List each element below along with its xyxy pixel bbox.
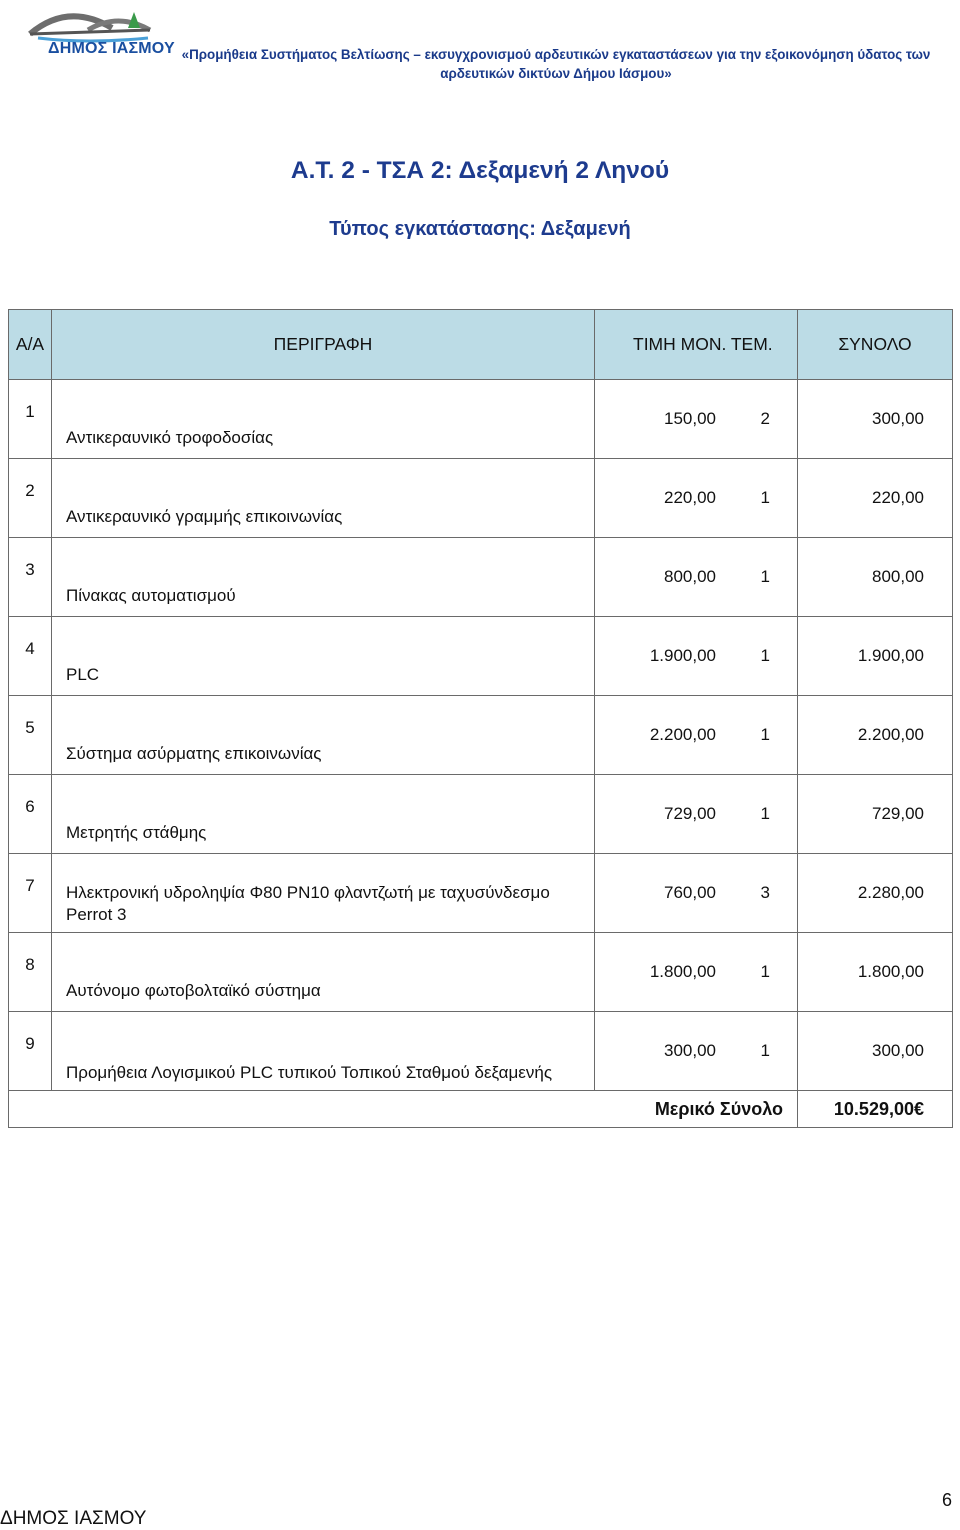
- row-price-qty: [595, 933, 798, 1012]
- row-number: 2: [9, 459, 52, 538]
- row-total: 220,00: [798, 459, 953, 538]
- row-number: 8: [9, 933, 52, 1012]
- row-price-qty: [595, 459, 798, 538]
- row-unit-price: 729,00: [664, 804, 716, 823]
- table-row: [9, 1012, 953, 1091]
- subtotal-row: [9, 1091, 953, 1128]
- row-description: Ηλεκτρονική υδροληψία Φ80 PN10 φλαντζωτή με ταχυσύνδεσμο Perrot 3: [52, 854, 595, 933]
- row-price-qty: [595, 696, 798, 775]
- row-number: 9: [9, 1012, 52, 1091]
- row-quantity: 1: [760, 646, 770, 665]
- subtotal-label: Μερικό Σύνολο: [9, 1091, 798, 1128]
- row-total: 2.200,00: [798, 696, 953, 775]
- row-quantity: 1: [760, 1041, 770, 1060]
- row-total: 729,00: [798, 775, 953, 854]
- row-price-qty: [595, 380, 798, 459]
- row-quantity: 1: [760, 804, 770, 823]
- subtotal-value: 10.529,00: [833, 1098, 914, 1119]
- row-number: 4: [9, 617, 52, 696]
- row-description: Αντικεραυνικό τροφοδοσίας: [52, 380, 595, 459]
- cost-table: [8, 309, 953, 1128]
- row-unit-price: 1.900,00: [649, 646, 716, 665]
- page-subtitle: Τύπος εγκατάστασης: Δεξαμενή: [329, 218, 631, 240]
- row-total: 300,00: [798, 380, 953, 459]
- table-row: [9, 459, 953, 538]
- project-title: «Προμήθεια Συστήματος Βελτίωσης – εκσυγχρονισμού αρδευτικών εγκαταστάσεων για την εξοικονόμηση ύδατος των αρδευτικών δικτύων Δήμου Ιάσμου»: [181, 47, 931, 81]
- row-description: Προμήθεια Λογισμικού PLC τυπικού Τοπικού Σταθμού δεξαμενής: [52, 1012, 595, 1091]
- row-quantity: 1: [760, 962, 770, 981]
- row-unit-price: 1.800,00: [649, 962, 716, 981]
- logo-text: ΔΗΜΟΣ ΙΑΣΜΟΥ: [48, 40, 175, 57]
- header-num: Α/Α: [9, 310, 52, 380]
- table-row: [9, 380, 953, 459]
- row-description: Σύστημα ασύρματης επικοινωνίας: [52, 696, 595, 775]
- header-total: ΣΥΝΟΛΟ: [798, 310, 953, 380]
- row-price-qty: [595, 538, 798, 617]
- row-price-qty: [595, 775, 798, 854]
- row-number: 5: [9, 696, 52, 775]
- page-number: 6: [941, 1490, 952, 1510]
- row-number: 7: [9, 854, 52, 933]
- table-row: [9, 538, 953, 617]
- municipality-logo: [20, 0, 175, 62]
- row-quantity: 1: [760, 725, 770, 744]
- row-number: 3: [9, 538, 52, 617]
- table-row: [9, 696, 953, 775]
- row-price-qty: [595, 854, 798, 933]
- row-total: 1.800,00: [798, 933, 953, 1012]
- header-desc: ΠΕΡΙΓΡΑΦΗ: [52, 310, 595, 380]
- table-row: [9, 617, 953, 696]
- row-total: 2.280,00: [798, 854, 953, 933]
- table-header-row: [9, 310, 953, 380]
- header-price-qty-label: ΤΙΜΗ ΜΟΝ. ΤΕΜ.: [633, 334, 773, 354]
- euro-icon: €: [913, 1098, 924, 1119]
- row-number: 6: [9, 775, 52, 854]
- row-description: Πίνακας αυτοματισμού: [52, 538, 595, 617]
- row-unit-price: 2.200,00: [649, 725, 716, 744]
- row-number: 1: [9, 380, 52, 459]
- table-row: [9, 775, 953, 854]
- row-price-qty: [595, 1012, 798, 1091]
- row-unit-price: 300,00: [664, 1041, 716, 1060]
- row-quantity: 3: [760, 883, 770, 902]
- subtotal-value-cell: [798, 1091, 953, 1128]
- table-row: [9, 854, 953, 933]
- bridge-logo-icon: [28, 0, 158, 44]
- row-total: 1.900,00: [798, 617, 953, 696]
- row-unit-price: 800,00: [664, 567, 716, 586]
- row-description: PLC: [52, 617, 595, 696]
- row-unit-price: 220,00: [664, 488, 716, 507]
- row-quantity: 2: [760, 409, 770, 428]
- footer-municipality: ΔΗΜΟΣ ΙΑΣΜΟΥ: [0, 1508, 147, 1529]
- row-unit-price: 150,00: [664, 409, 716, 428]
- page-title: Α.Τ. 2 - ΤΣΑ 2: Δεξαμενή 2 Ληνού: [290, 157, 670, 184]
- row-description: Αυτόνομο φωτοβολταϊκό σύστημα: [52, 933, 595, 1012]
- row-description: Αντικεραυνικό γραμμής επικοινωνίας: [52, 459, 595, 538]
- row-total: 300,00: [798, 1012, 953, 1091]
- row-quantity: 1: [760, 488, 770, 507]
- row-price-qty: [595, 617, 798, 696]
- row-unit-price: 760,00: [664, 883, 716, 902]
- table-row: [9, 933, 953, 1012]
- header-price-qty: [595, 310, 798, 380]
- row-quantity: 1: [760, 567, 770, 586]
- row-description: Μετρητής στάθμης: [52, 775, 595, 854]
- row-total: 800,00: [798, 538, 953, 617]
